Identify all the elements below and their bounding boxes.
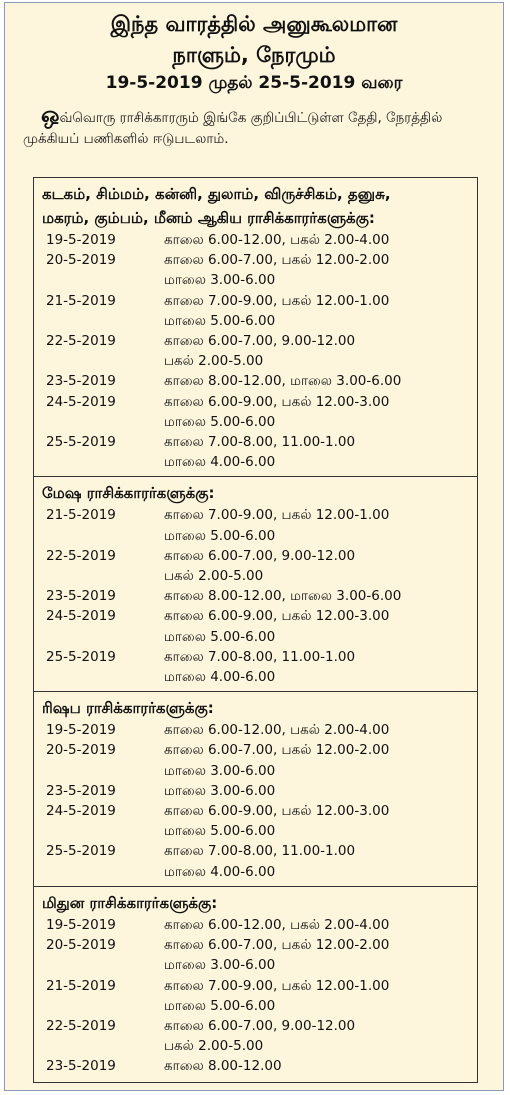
row-date: 19-5-2019 bbox=[46, 916, 116, 933]
schedule-row bbox=[34, 801, 477, 841]
schedule-row bbox=[34, 250, 477, 290]
row-times bbox=[164, 647, 477, 687]
row-date: 22-5-2019 bbox=[46, 333, 116, 350]
schedule-row bbox=[34, 371, 477, 391]
row-time-line: காலை 7.00-9.00, பகல் 12.00-1.00 bbox=[164, 507, 390, 524]
headline-line-1: இந்த வாரத்தில் அனுகூலமான bbox=[110, 12, 398, 36]
intro-paragraph bbox=[23, 105, 485, 150]
row-date: 25-5-2019 bbox=[46, 648, 116, 665]
row-date: 25-5-2019 bbox=[46, 843, 116, 860]
row-date: 21-5-2019 bbox=[46, 292, 116, 309]
row-date: 19-5-2019 bbox=[46, 722, 116, 739]
row-time-line: காலை 6.00-9.00, பகல் 12.00-3.00 bbox=[164, 393, 390, 410]
row-times bbox=[164, 740, 477, 780]
row-date: 21-5-2019 bbox=[46, 507, 116, 524]
row-time-line: காலை 8.00-12.00 bbox=[164, 1058, 282, 1075]
row-time-line: பகல் 2.00-5.00 bbox=[164, 1038, 264, 1055]
row-time-line: மாலை 5.00-6.00 bbox=[164, 312, 276, 329]
row-date: 22-5-2019 bbox=[46, 547, 116, 564]
row-time-line: மாலை 5.00-6.00 bbox=[164, 823, 276, 840]
headline-line-2: நாளும், நேரமும் bbox=[172, 43, 336, 67]
date-range: 19-5-2019 முதல் 25-5-2019 வரை bbox=[105, 73, 403, 93]
row-time-line: காலை 7.00-8.00, 11.00-1.00 bbox=[164, 648, 356, 665]
row-time-line: மாலை 5.00-6.00 bbox=[164, 527, 276, 544]
schedule-row bbox=[34, 740, 477, 780]
section-title: மேஷ ராசிக்காரர்களுக்கு: bbox=[42, 484, 215, 503]
row-times bbox=[164, 915, 477, 935]
row-time-line: காலை 7.00-9.00, பகல் 12.00-1.00 bbox=[164, 292, 390, 309]
row-times bbox=[164, 586, 477, 606]
schedule-row bbox=[34, 505, 477, 545]
schedule-row bbox=[34, 1056, 477, 1076]
schedule-row bbox=[34, 606, 477, 646]
row-times bbox=[164, 331, 477, 371]
row-time-line: மாலை 3.00-6.00 bbox=[164, 782, 276, 799]
row-date: 21-5-2019 bbox=[46, 977, 116, 994]
row-time-line: மாலை 4.00-6.00 bbox=[164, 669, 276, 686]
row-time-line: காலை 6.00-7.00, 9.00-12.00 bbox=[164, 333, 356, 350]
row-time-line: மாலை 4.00-6.00 bbox=[164, 863, 276, 880]
row-times bbox=[164, 546, 477, 586]
row-time-line: மாலை 3.00-6.00 bbox=[164, 957, 276, 974]
row-date: 23-5-2019 bbox=[46, 588, 116, 605]
row-time-line: காலை 6.00-7.00, பகல் 12.00-2.00 bbox=[164, 252, 390, 269]
schedule-row bbox=[34, 432, 477, 472]
rasi-section bbox=[34, 178, 477, 476]
row-date: 24-5-2019 bbox=[46, 803, 116, 820]
row-time-line: காலை 7.00-8.00, 11.00-1.00 bbox=[164, 843, 356, 860]
row-time-line: காலை 7.00-9.00, பகல் 12.00-1.00 bbox=[164, 977, 390, 994]
row-date: 23-5-2019 bbox=[46, 782, 116, 799]
row-time-line: மாலை 3.00-6.00 bbox=[164, 272, 276, 289]
schedule-row bbox=[34, 647, 477, 687]
document-page bbox=[4, 2, 504, 1091]
row-time-line: மாலை 4.00-6.00 bbox=[164, 454, 276, 471]
rasi-section bbox=[34, 476, 477, 691]
schedule-row bbox=[34, 935, 477, 975]
schedule-row bbox=[34, 1016, 477, 1056]
row-times bbox=[164, 230, 477, 250]
schedule-row bbox=[34, 841, 477, 881]
row-times bbox=[164, 720, 477, 740]
schedule-row bbox=[34, 915, 477, 935]
rasi-section bbox=[34, 691, 477, 886]
row-date: 24-5-2019 bbox=[46, 393, 116, 410]
row-time-line: காலை 6.00-12.00, பகல் 2.00-4.00 bbox=[164, 916, 390, 933]
row-times bbox=[164, 371, 477, 391]
schedule-row bbox=[34, 976, 477, 1016]
schedule-row bbox=[34, 331, 477, 371]
row-time-line: காலை 6.00-7.00, 9.00-12.00 bbox=[164, 1017, 356, 1034]
row-times bbox=[164, 392, 477, 432]
row-times bbox=[164, 291, 477, 331]
schedule-row bbox=[34, 586, 477, 606]
intro-text: வ்வொரு ராசிக்காரரும் இங்கே குறிப்பிட்டுள்ள தேதி, நேரத்தில் முக்கியப் பணிகளில் ஈடுபடலாம். bbox=[23, 110, 443, 147]
row-date: 25-5-2019 bbox=[46, 434, 116, 451]
section-title: மகரம், கும்பம், மீனம் ஆகிய ராசிக்காரர்களுக்கு: bbox=[42, 209, 375, 227]
schedule-row bbox=[34, 720, 477, 740]
row-times bbox=[164, 250, 477, 290]
row-time-line: காலை 6.00-12.00, பகல் 2.00-4.00 bbox=[164, 722, 390, 739]
row-time-line: காலை 8.00-12.00, மாலை 3.00-6.00 bbox=[164, 588, 402, 605]
row-date: 20-5-2019 bbox=[46, 252, 116, 269]
intro-drop-letter: ஒ bbox=[41, 103, 60, 128]
row-time-line: காலை 6.00-12.00, பகல் 2.00-4.00 bbox=[164, 232, 390, 248]
schedule-row bbox=[34, 392, 477, 432]
schedule-row bbox=[34, 291, 477, 331]
row-time-line: மாலை 5.00-6.00 bbox=[164, 997, 276, 1014]
row-date: 23-5-2019 bbox=[46, 373, 116, 390]
row-times bbox=[164, 935, 477, 975]
row-time-line: மாலை 3.00-6.00 bbox=[164, 762, 276, 779]
schedule-row bbox=[34, 781, 477, 801]
row-times bbox=[164, 505, 477, 545]
row-time-line: காலை 6.00-7.00, 9.00-12.00 bbox=[164, 547, 356, 564]
row-times bbox=[164, 606, 477, 646]
schedule-row bbox=[34, 230, 477, 250]
row-times bbox=[164, 801, 477, 841]
section-title: மிதுன ராசிக்காரர்களுக்கு: bbox=[42, 893, 218, 912]
section-title: கடகம், சிம்மம், கன்னி, துலாம், விருச்சிகம், தனுசு, bbox=[42, 185, 391, 203]
row-date: 23-5-2019 bbox=[46, 1058, 116, 1075]
row-time-line: காலை 8.00-12.00, மாலை 3.00-6.00 bbox=[164, 373, 402, 390]
schedule-box bbox=[33, 177, 478, 1083]
row-times bbox=[164, 432, 477, 472]
section-title: ரிஷப ராசிக்காரர்களுக்கு: bbox=[42, 699, 214, 718]
row-date: 19-5-2019 bbox=[46, 232, 116, 248]
row-times bbox=[164, 841, 477, 881]
row-time-line: காலை 7.00-8.00, 11.00-1.00 bbox=[164, 434, 356, 451]
rasi-section bbox=[34, 886, 477, 1081]
row-time-line: பகல் 2.00-5.00 bbox=[164, 353, 264, 370]
schedule-row bbox=[34, 546, 477, 586]
row-date: 20-5-2019 bbox=[46, 937, 116, 954]
row-time-line: பகல் 2.00-5.00 bbox=[164, 568, 264, 585]
row-time-line: காலை 6.00-9.00, பகல் 12.00-3.00 bbox=[164, 608, 390, 625]
row-time-line: காலை 6.00-7.00, பகல் 12.00-2.00 bbox=[164, 742, 390, 759]
row-time-line: மாலை 5.00-6.00 bbox=[164, 413, 276, 430]
row-times bbox=[164, 1056, 477, 1076]
row-time-line: காலை 6.00-7.00, பகல் 12.00-2.00 bbox=[164, 937, 390, 954]
row-date: 24-5-2019 bbox=[46, 608, 116, 625]
row-times bbox=[164, 781, 477, 801]
row-times bbox=[164, 976, 477, 1016]
row-time-line: காலை 6.00-9.00, பகல் 12.00-3.00 bbox=[164, 803, 390, 820]
row-time-line: மாலை 5.00-6.00 bbox=[164, 628, 276, 645]
row-date: 20-5-2019 bbox=[46, 742, 116, 759]
row-times bbox=[164, 1016, 477, 1056]
row-date: 22-5-2019 bbox=[46, 1017, 116, 1034]
